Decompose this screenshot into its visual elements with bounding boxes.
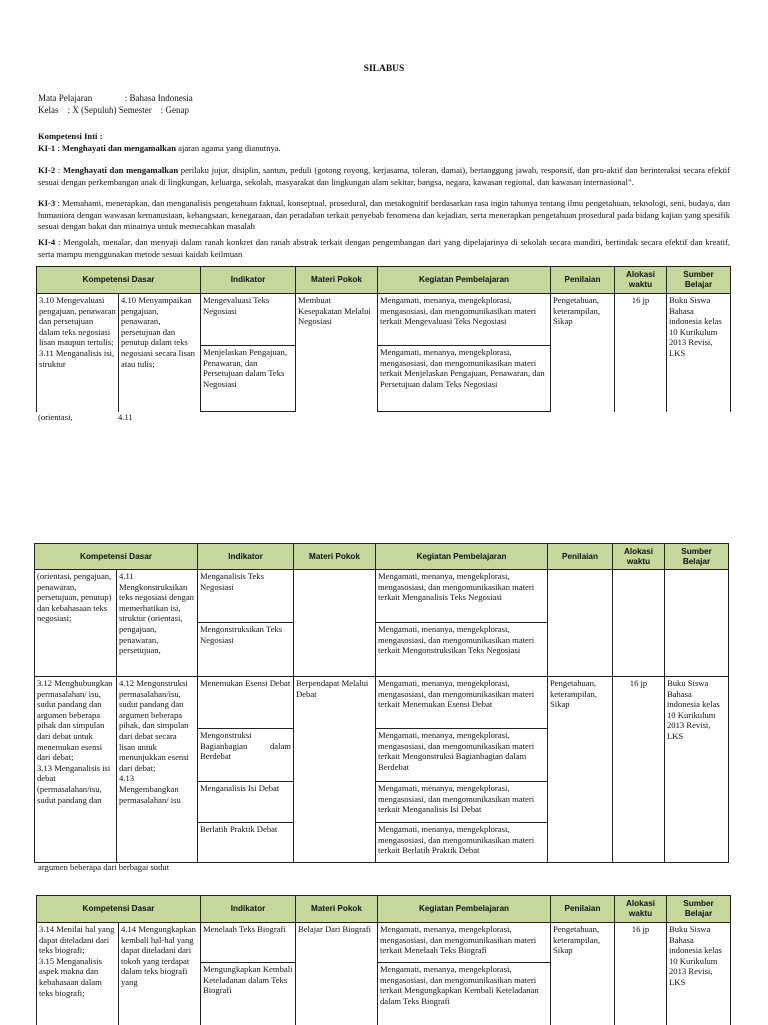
ki-4-label: KI-4 — [38, 237, 56, 247]
header-materi-pokok: Materi Pokok — [296, 896, 378, 923]
penilaian-cell: Pengetahuan, keterampilan, Sikap — [551, 294, 615, 412]
kd3-cell: 3.10 Mengevaluasi pengajuan, penawaran dan persetujuan dalam teks negosiasi lisan maupun tertulis; 3.11 Menganalisis isi, struktur — [37, 294, 119, 412]
header-kompetensi-dasar: Kompetensi Dasar — [35, 544, 198, 570]
kegiatan-cell: Mengamati, menanya, mengekplorasi, mengasosiasi, dan mengomunikasikan materi terkait Mengonstruksikan Teks Negosiasi — [376, 623, 548, 677]
kelas-line: Kelas : X (Sepuluh) Semester : Genap — [38, 105, 189, 115]
alokasi-cell: 16 jp — [615, 294, 667, 412]
indikator-cell: Menjelaskan Pengajuan, Penawaran, dan Persetujuan dalam Teks Negosiasi — [201, 346, 296, 412]
mata-pelajaran-label: Mata Pelajaran — [38, 93, 93, 103]
kd3-cell: (orientasi, pengajuan, penawaran, persetujuan, penutup) dan kebahasaan teks negosiasi; — [35, 570, 117, 677]
kegiatan-cell: Mengamati, menanya, mengekplorasi, mengasosiasi, dan mengomunikasikan materi terkait Menganalisis Isi Debat — [376, 782, 548, 823]
header-kegiatan: Kegiatan Pembelajaran — [376, 544, 548, 570]
ki-2: KI-2 : Menghayati dan mengamalkan perilaku jujur, disiplin, santun, peduli (gotong royong, kerjasama, toleran, damai), bertanggung jawab, responsif, dan pro-aktif dan berinteraksi secara efektif sesuai dengan perkembangan anak di lingkungan, keluarga, sekolah, masyarakat dan lingkungan alam sekitar, bangsa, negara, kawasan regional, dan kawasan internasional”. — [38, 165, 731, 187]
indikator-cell: Menganalisis Isi Debat — [198, 782, 294, 823]
header-indikator: Indikator — [201, 896, 296, 923]
kegiatan-cell: Mengamati, menanya, mengekplorasi, mengasosiasi, dan mengomunikasikan materi terkait Menemukan Esensi Debat — [376, 677, 548, 729]
table-header-row — [35, 544, 729, 570]
table-row — [35, 677, 729, 729]
materi-cell — [294, 570, 376, 677]
table-header-row — [37, 896, 731, 923]
header-sumber: Sumber Belajar — [667, 267, 731, 294]
ki-4 — [38, 237, 730, 260]
kegiatan-cell: Mengamati, menanya, mengekplorasi, mengasosiasi, dan mengomunikasikan materi terkait Mengungkapkan Kembali Keteladanan dalam Teks Biografi — [378, 963, 551, 1025]
header-alokasi: Alokasi waktu — [613, 544, 665, 570]
kegiatan-cell: Mengamati, menanya, mengekplorasi, mengasosiasi, dan mengomunikasikan materi terkait Mengonstruksi Bagianbagian dalam Berdebat — [376, 729, 548, 782]
ki-1-label: KI-1 — [38, 143, 56, 153]
ki-1-bold: Menghayati dan mengamalkan — [61, 143, 176, 153]
header-alokasi: Alokasi waktu — [615, 896, 667, 923]
kegiatan-cell: Mengamati, menanya, mengekplorasi, mengasosiasi, dan mengomunikasikan materi terkait Menelaah Teks Biografi — [378, 923, 551, 963]
mata-pelajaran-value: : Bahasa Indonesia — [124, 93, 193, 103]
indikator-cell: Mengevaluasi Teks Negosiasi — [201, 294, 296, 346]
header-kegiatan: Kegiatan Pembelajaran — [378, 267, 551, 294]
kd4-cell: 4.10 Menyampaikan pengajuan, penawaran, persetujuan dan penutup dalam teks negosiasi secara lisan atau tulis; — [119, 294, 201, 412]
header-kompetensi-dasar: Kompetensi Dasar — [37, 896, 201, 923]
penilaian-cell: Pengetahuan, keterampilan, Sikap — [551, 923, 615, 1025]
document-title: SILABUS — [363, 64, 405, 74]
kompetensi-inti-heading: Kompetensi Inti : — [38, 131, 103, 141]
indikator-cell: Menelaah Teks Biografi — [201, 923, 296, 963]
materi-cell: Belajar Dari Biografi — [296, 923, 378, 1025]
kegiatan-cell: Mengamati, menanya, mengekplorasi, mengasosiasi, dan mengomunikasikan materi terkait Mengevaluasi Teks Negosiasi — [378, 294, 551, 346]
header-penilaian: Penilaian — [551, 896, 615, 923]
indikator-cell: Mengungkapkan Kembali Keteladanan dalam Teks Biografi — [201, 963, 296, 1025]
kd4-cell: 4.14 Mengungkapkan kembali hal-hal yang dapat diteladani dari tokoh yang terdapat dalam teks biografi yang — [119, 923, 201, 1025]
kd4-cell: 4.11 Mengkonstruksikan teks negosiasi dengan memerhatikan isi, struktur (orientasi, pengajuan, penawaran, persetujuan, — [117, 570, 198, 677]
kd3-cell: 3.14 Menilai hal yang dapat diteladani dari teks biografi; 3.15 Menganalisis aspek makna dan kebahasaan dalam teks biografi; — [37, 923, 119, 1025]
header-sumber: Sumber Belajar — [667, 896, 731, 923]
silabus-table-2 — [34, 543, 729, 863]
indikator-cell: Menemukan Esensi Debat — [198, 677, 294, 729]
mata-pelajaran-line — [38, 92, 193, 104]
overflow-kd3: (orientasi, — [38, 412, 73, 422]
penilaian-cell: Pengetahuan, keterampilan, Sikap — [548, 677, 613, 863]
overflow-kd3: argumen beberapa dari berbagai sudut — [38, 862, 170, 872]
table-header-row — [37, 267, 731, 294]
silabus-table-1 — [36, 266, 731, 412]
sumber-cell: Buku Siswa Bahasa indonesia kelas 10 Kurikulum 2013 Revisi, LKS — [667, 294, 731, 412]
ki-3-label: KI-3 — [38, 198, 56, 208]
header-materi-pokok: Materi Pokok — [294, 544, 376, 570]
alokasi-cell: 16 jp — [613, 677, 665, 863]
header-alokasi: Alokasi waktu — [615, 267, 667, 294]
kd4-cell: 4.12 Mengonstruksi permasalahan/isu, sudut pandang dan argumen beberapa pihak, dan simpulan dari debat secara lisan untuk menunjukkan esensi dari debat; 4.13 Mengembangkan permasalahan/ isu — [117, 677, 198, 863]
table-row — [35, 570, 729, 623]
kegiatan-cell: Mengamati, menanya, mengekplorasi, mengasosiasi, dan mengomunikasikan materi terkait Menjelaskan Pengajuan, Penawaran, dan Persetujuan dalam Teks Negosiasi — [378, 346, 551, 412]
ki-3 — [38, 198, 730, 233]
header-indikator: Indikator — [201, 267, 296, 294]
materi-cell: Membuat Kesepakatan Melalui Negosiasi — [296, 294, 378, 412]
ki-1: KI-1 : Menghayati dan mengamalkan ajaran agama yang dianutnya. — [38, 143, 281, 153]
indikator-cell: Berlatih Praktik Debat — [198, 823, 294, 863]
header-kegiatan: Kegiatan Pembelajaran — [378, 896, 551, 923]
ki-1-text: ajaran agama yang dianutnya. — [176, 143, 281, 153]
kd3-cell: 3.12 Menghubungkan permasalahan/ isu, sudut pandang dan argumen beberapa pihak dan simpulan dari debat untuk menemukan esensi dari debat; 3.13 Menganalisis isi debat (permasalahan/isu, sudut pandang dan — [35, 677, 117, 863]
kegiatan-cell: Mengamati, menanya, mengekplorasi, mengasosiasi, dan mengomunikasikan materi terkait Berlatih Praktik Debat — [376, 823, 548, 863]
alokasi-cell: 16 jp — [615, 923, 667, 1025]
header-penilaian: Penilaian — [548, 544, 613, 570]
sumber-cell — [665, 570, 729, 677]
penilaian-cell — [548, 570, 613, 677]
ki-2-label: KI-2 — [38, 165, 56, 175]
sumber-cell: Buku Siswa Bahasa indonesia kelas 10 Kurikulum 2013 Revisi, LKS — [665, 677, 729, 863]
header-penilaian: Penilaian — [551, 267, 615, 294]
indikator-cell: Mengonstruksikan Teks Negosiasi — [198, 623, 294, 677]
alokasi-cell — [613, 570, 665, 677]
ki-3-text: : Memahami, menerapkan, dan menganalisis pengetahuan faktual, konseptual, prosedural, dan metakognitif berdasarkan rasa ingin tahunya tentang ilmu pengetahuan, teknologi, seni, budaya, dan humaniora dengan wawasan kemanusiaan, kebangsaan, kenegaraan, dan peradaban terkait penyebab fenomena dan kejadian, serta menerapkan pengetahuan prosedural pada bidang kajian yang spesifik sesuai dengan bakat dan minatnya untuk memecahkan masalah — [38, 198, 730, 232]
header-materi-pokok: Materi Pokok — [296, 267, 378, 294]
table-row — [37, 294, 731, 346]
sumber-cell: Buku Siswa Bahasa indonesia kelas 10 Kurikulum 2013 Revisi, LKS — [667, 923, 731, 1025]
ki-4-text: : Mengolah, menalar, dan menyaji dalam ranah konkret dan ranah abstrak terkait dengan pengembangan dari yang dipelajarinya di sekolah secara mandiri, bertindak secara efektif dan kreatif, serta mampu menggunakan metode sesuai kaidah keilmuan — [38, 237, 730, 259]
header-kompetensi-dasar: Kompetensi Dasar — [37, 267, 201, 294]
indikator-cell: Menganalisis Teks Negosiasi — [198, 570, 294, 623]
kegiatan-cell: Mengamati, menanya, mengekplorasi, mengasosiasi, dan mengomunikasikan materi terkait Menganalisis Teks Negosiasi — [376, 570, 548, 623]
header-indikator: Indikator — [198, 544, 294, 570]
overflow-kd4: 4.11 — [118, 412, 133, 422]
silabus-table-3 — [36, 895, 731, 1025]
indikator-cell: Mengonstruksi Bagianbagian dalam Berdebat — [198, 729, 294, 782]
ki-2-text: perilaku jujur, disiplin, santun, peduli (gotong royong, kerjasama, toleran, damai), bertanggung jawab, responsif, dan pro-aktif dan berinteraksi secara efektif sesuai dengan perkembangan anak di lingkungan, keluarga, sekolah, masyarakat dan lingkungan alam sekitar, bangsa, negara, kawasan regional, dan kawasan internasional”. — [38, 165, 731, 187]
ki-2-bold: Menghayati dan mengamalkan — [62, 165, 179, 175]
header-sumber: Sumber Belajar — [665, 544, 729, 570]
materi-cell: Berpendapat Melalui Debat — [294, 677, 376, 863]
table-row — [37, 923, 731, 963]
